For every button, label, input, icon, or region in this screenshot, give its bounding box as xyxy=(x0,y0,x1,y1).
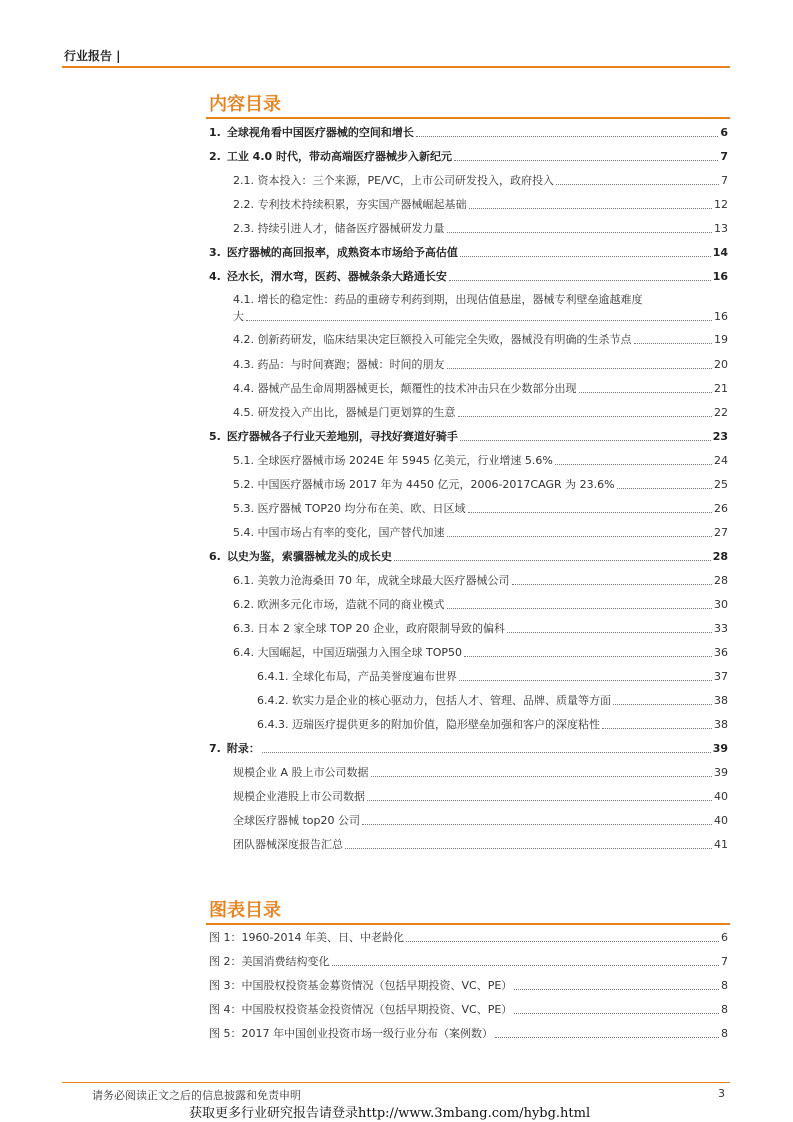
toc-entry-page: 7 xyxy=(721,174,728,187)
toc-entry-page: 40 xyxy=(714,814,728,827)
figure-entry-text: 图 2：美国消费结构变化 xyxy=(209,955,330,968)
toc-entry-number: 2.1. xyxy=(233,174,254,187)
toc-entry-text: 全球医疗器械 top20 公司 xyxy=(233,814,361,827)
toc-entry-number: 6.2. xyxy=(233,598,254,611)
toc-entry-page: 19 xyxy=(714,333,728,346)
toc-entry-2-1[interactable] xyxy=(233,170,728,188)
toc-entry-text: 迈瑞医疗提供更多的附加价值，隐形壁垒加强和客户的深度粘性 xyxy=(292,718,600,731)
toc-entry-text: 工业 4.0 时代，带动高端医疗器械步入新纪元 xyxy=(226,150,452,163)
toc-entry-page: 24 xyxy=(714,454,728,467)
page-number: 3 xyxy=(718,1087,725,1100)
toc-entry-page: 26 xyxy=(714,502,728,515)
toc-entry-text: 全球视角看中国医疗器械的空间和增长 xyxy=(226,126,414,139)
toc-entry-6[interactable] xyxy=(209,546,728,564)
toc-entry-number: 1. xyxy=(209,126,221,139)
toc-entry-page: 23 xyxy=(712,430,728,443)
toc-entry-number: 7. xyxy=(209,742,221,755)
toc-title: 内容目录 xyxy=(209,94,281,115)
promo-link-text[interactable]: 获取更多行业研究报告请登录http://www.3mbang.com/hybg.html xyxy=(189,1106,591,1121)
toc-entry-text: 医疗器械 TOP20 均分布在美、欧、日区域 xyxy=(257,502,466,515)
toc-entry-text: 研发投入产出比，器械是门更划算的生意 xyxy=(257,406,456,419)
toc-entry-page: 22 xyxy=(714,406,728,419)
toc-entry-6-4-3[interactable] xyxy=(257,714,728,732)
toc-entry-number: 6.4.2. xyxy=(257,694,289,707)
toc-entry-text: 欧洲多元化市场，造就不同的商业模式 xyxy=(257,598,445,611)
toc-entry-text: 团队器械深度报告汇总 xyxy=(233,838,343,851)
toc-entry-5[interactable] xyxy=(209,426,728,444)
toc-entry-text: 大国崛起，中国迈瑞强力入围全球 TOP50 xyxy=(257,646,463,659)
toc-entry-text: 美敦力沧海桑田 70 年，成就全球最大医疗器械公司 xyxy=(257,574,510,587)
toc-entry-page: 33 xyxy=(714,622,728,635)
disclaimer-note: 请务必阅读正文之后的信息披露和免责申明 xyxy=(92,1089,301,1102)
toc-entry-page: 38 xyxy=(714,718,728,731)
toc-entry-page: 39 xyxy=(714,766,728,779)
toc-entry-6-4[interactable] xyxy=(233,642,728,660)
toc-entry-number: 4.2. xyxy=(233,333,254,346)
toc-entry-page: 39 xyxy=(712,742,728,755)
toc-entry-appendix-reports[interactable] xyxy=(233,834,728,852)
toc-entry-4-4[interactable] xyxy=(233,378,728,396)
toc-entry-page: 28 xyxy=(714,574,728,587)
toc-entry-page: 28 xyxy=(712,550,728,563)
toc-entry-number: 4.1. xyxy=(233,293,254,306)
toc-entry-number: 5. xyxy=(209,430,221,443)
toc-entry-number: 2. xyxy=(209,150,221,163)
toc-entry-4-3[interactable] xyxy=(233,354,728,372)
toc-entry-number: 6.4. xyxy=(233,646,254,659)
figure-entry-4[interactable] xyxy=(209,999,728,1017)
footer-divider xyxy=(62,1082,730,1083)
toc-entry-4-5[interactable] xyxy=(233,402,728,420)
toc-entry-number: 5.4. xyxy=(233,526,254,539)
toc-entry-6-1[interactable] xyxy=(233,570,728,588)
toc-entry-text: 创新药研发，临床结果决定巨额投入可能完全失败，器械没有明确的生杀节点 xyxy=(257,333,632,346)
toc-entry-number: 4.3. xyxy=(233,358,254,371)
toc-entry-number: 6. xyxy=(209,550,221,563)
toc-entry-3[interactable] xyxy=(209,242,728,260)
toc-entry-appendix-hk[interactable] xyxy=(233,786,728,804)
toc-entry-page: 30 xyxy=(714,598,728,611)
toc-entry-text: 规模企业 A 股上市公司数据 xyxy=(233,766,369,779)
toc-entry-page: 14 xyxy=(712,246,728,259)
report-header: 行业报告 | xyxy=(64,49,121,63)
toc-entry-number: 6.3. xyxy=(233,622,254,635)
toc-entry-text-continued: 大 xyxy=(233,310,244,323)
figure-entry-5[interactable] xyxy=(209,1023,728,1041)
toc-entry-page: 6 xyxy=(720,126,728,139)
toc-entry-page: 20 xyxy=(714,358,728,371)
toc-entry-number: 5.3. xyxy=(233,502,254,515)
toc-entry-text: 医疗器械各子行业天差地别，寻找好赛道好骑手 xyxy=(226,430,458,443)
figure-entry-page: 8 xyxy=(721,1003,728,1016)
figure-entry-page: 8 xyxy=(721,979,728,992)
toc-entry-text: 器械产品生命周期器械更长，颠覆性的技术冲击只在少数部分出现 xyxy=(257,382,577,395)
toc-entry-5-4[interactable] xyxy=(233,522,728,540)
toc-entry-6-3[interactable] xyxy=(233,618,728,636)
toc-entry-text: 中国医疗器械市场 2017 年为 4450 亿元，2006-2017CAGR 为 23.6% xyxy=(257,478,615,491)
toc-entry-number: 5.2. xyxy=(233,478,254,491)
toc-entry-2-2[interactable] xyxy=(233,194,728,212)
toc-entry-6-4-1[interactable] xyxy=(257,666,728,684)
toc-entry-appendix-top20[interactable] xyxy=(233,810,728,828)
toc-entry-text: 药品：与时间赛跑；器械：时间的朋友 xyxy=(257,358,445,371)
figures-title: 图表目录 xyxy=(209,900,281,921)
toc-entry-5-1[interactable] xyxy=(233,450,728,468)
toc-entry-page: 16 xyxy=(714,310,728,323)
toc-entry-page: 38 xyxy=(714,694,728,707)
toc-entry-text: 持续引进人才，储备医疗器械研发力量 xyxy=(257,222,445,235)
toc-entry-1[interactable] xyxy=(209,122,728,140)
toc-entry-number: 6.4.3. xyxy=(257,718,289,731)
toc-entry-page: 7 xyxy=(720,150,728,163)
toc-entry-appendix-a[interactable] xyxy=(233,762,728,780)
figure-entry-text: 图 3：中国股权投资基金募资情况（包括早期投资、VC、PE） xyxy=(209,979,513,992)
toc-entry-page: 16 xyxy=(712,270,728,283)
toc-entry-6-4-2[interactable] xyxy=(257,690,728,708)
toc-entry-number: 6.4.1. xyxy=(257,670,289,683)
toc-entry-page: 27 xyxy=(714,526,728,539)
toc-entry-page: 41 xyxy=(714,838,728,851)
toc-entry-text: 软实力是企业的核心驱动力，包括人才、管理、品牌、质量等方面 xyxy=(292,694,611,707)
toc-entry-text: 资本投入：三个来源，PE/VC，上市公司研发投入，政府投入 xyxy=(257,174,554,187)
toc-entry-number: 4.4. xyxy=(233,382,254,395)
toc-entry-number: 2.3. xyxy=(233,222,254,235)
toc-entry-4[interactable] xyxy=(209,266,728,284)
toc-entry-5-2[interactable] xyxy=(233,474,728,492)
toc-entry-text: 日本 2 家全球 TOP 20 企业，政府限制导致的偏科 xyxy=(257,622,505,635)
toc-entry-number: 4.5. xyxy=(233,406,254,419)
toc-entry-number: 5.1. xyxy=(233,454,254,467)
toc-title-divider xyxy=(206,117,730,119)
toc-entry-7[interactable] xyxy=(209,738,728,756)
toc-entry-text: 医疗器械的高回报率，成熟资本市场给予高估值 xyxy=(226,246,458,259)
toc-entry-4-1[interactable] xyxy=(233,291,728,325)
toc-entry-text: 增长的稳定性：药品的重磅专利药到期，出现估值悬崖，器械专利壁垒逾越难度 xyxy=(257,293,643,306)
toc-entry-5-3[interactable] xyxy=(233,498,728,516)
toc-entry-number: 4. xyxy=(209,270,221,283)
toc-entry-2-3[interactable] xyxy=(233,218,728,236)
toc-entry-page: 37 xyxy=(714,670,728,683)
toc-entry-text: 全球化布局，产品美誉度遍布世界 xyxy=(292,670,457,683)
figure-entry-3[interactable] xyxy=(209,975,728,993)
toc-entry-number: 6.1. xyxy=(233,574,254,587)
toc-entry-text: 附录： xyxy=(226,742,260,755)
toc-entry-6-2[interactable] xyxy=(233,594,728,612)
toc-entry-text: 以史为鉴，索骥器械龙头的成长史 xyxy=(226,550,392,563)
toc-entry-text: 全球医疗器械市场 2024E 年 5945 亿美元，行业增速 5.6% xyxy=(257,454,553,467)
toc-entry-2[interactable] xyxy=(209,146,728,164)
figure-entry-page: 8 xyxy=(721,1027,728,1040)
toc-entry-page: 36 xyxy=(714,646,728,659)
figure-entry-text: 图 1：1960-2014 年美、日、中老龄化 xyxy=(209,931,404,944)
toc-entry-text: 规模企业港股上市公司数据 xyxy=(233,790,365,803)
toc-entry-4-2[interactable] xyxy=(233,329,728,347)
toc-entry-text: 泾水长，渭水弯，医药、器械条条大路通长安 xyxy=(226,270,447,283)
toc-entry-page: 13 xyxy=(714,222,728,235)
toc-entry-page: 40 xyxy=(714,790,728,803)
figure-entry-2[interactable] xyxy=(209,951,728,969)
figure-entry-1[interactable] xyxy=(209,927,728,945)
header-divider xyxy=(62,66,730,68)
toc-entry-page: 25 xyxy=(714,478,728,491)
toc-entry-number: 2.2. xyxy=(233,198,254,211)
toc-entry-text: 专利技术持续积累，夯实国产器械崛起基础 xyxy=(257,198,467,211)
toc-entry-page: 21 xyxy=(714,382,728,395)
figure-entry-page: 6 xyxy=(721,931,728,944)
toc-entry-text: 中国市场占有率的变化，国产替代加速 xyxy=(257,526,445,539)
figure-entry-page: 7 xyxy=(721,955,728,968)
toc-entry-number: 3. xyxy=(209,246,221,259)
figure-entry-text: 图 5：2017 年中国创业投资市场一级行业分布（案例数） xyxy=(209,1027,493,1040)
toc-entry-page: 12 xyxy=(714,198,728,211)
figure-entry-text: 图 4：中国股权投资基金投资情况（包括早期投资、VC、PE） xyxy=(209,1003,513,1016)
figures-title-divider xyxy=(206,923,730,925)
